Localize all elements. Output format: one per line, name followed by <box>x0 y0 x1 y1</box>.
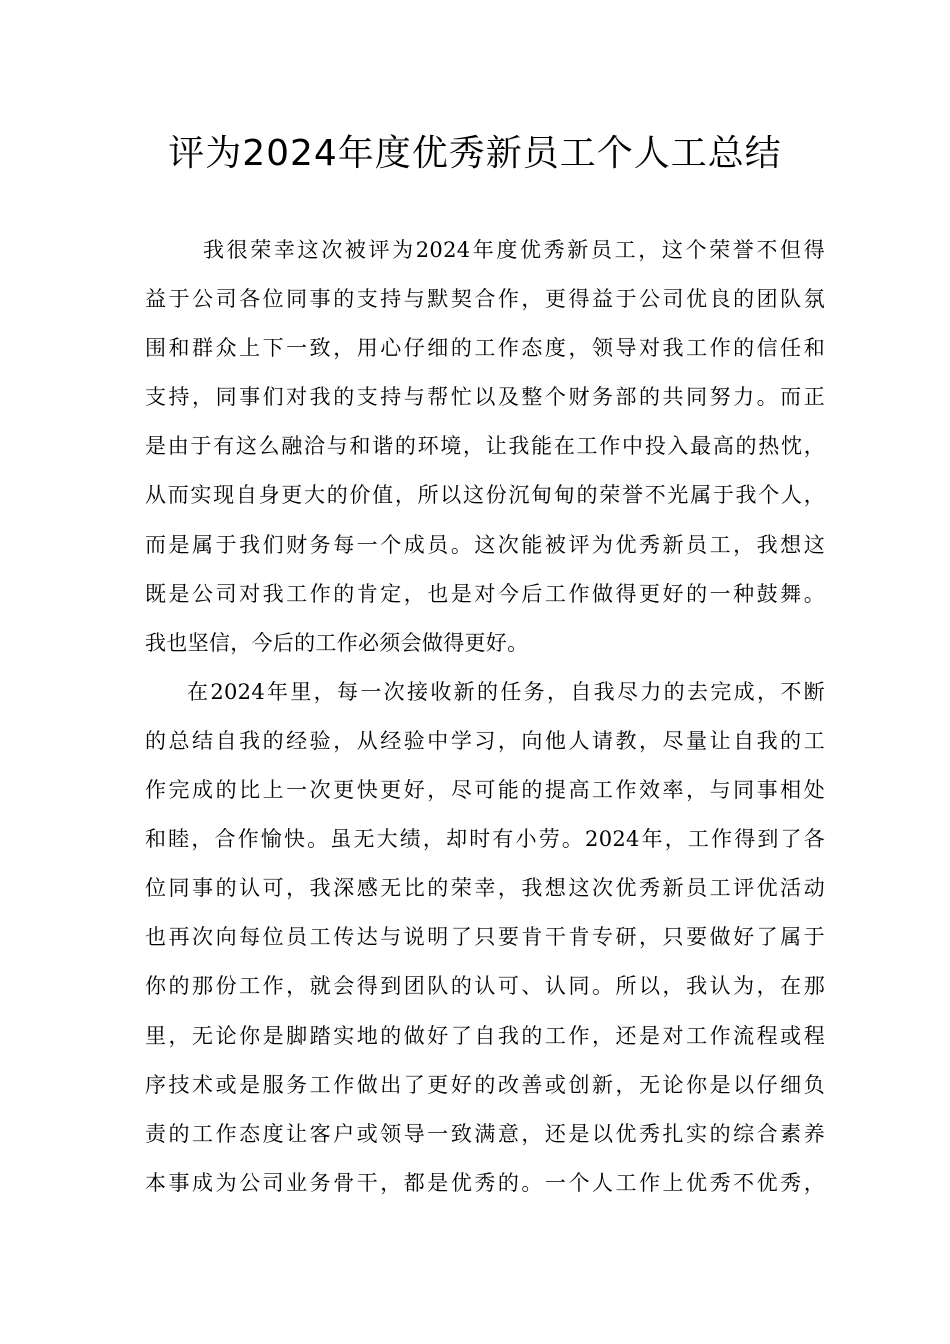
paragraph-line: 和睦，合作愉快。虽无大绩，却时有小劳。2024年，工作得到了各 <box>145 827 825 852</box>
paragraph-line: 支持，同事们对我的支持与帮忙以及整个财务部的共同努力。而正 <box>145 385 825 410</box>
paragraph-line: 益于公司各位同事的支持与默契合作，更得益于公司优良的团队氛 <box>145 287 825 312</box>
paragraph-1 <box>145 226 825 668</box>
paragraph-line: 本事成为公司业务骨干，都是优秀的。一个人工作上优秀不优秀， <box>145 1170 825 1195</box>
paragraph-line: 的总结自我的经验，从经验中学习，向他人请教，尽量让自我的工 <box>145 728 825 753</box>
paragraph-line: 从而实现自身更大的价值，所以这份沉甸甸的荣誉不光属于我个人， <box>145 483 825 508</box>
paragraph-line: 是由于有这么融洽与和谐的环境，让我能在工作中投入最高的热忱， <box>145 434 825 459</box>
paragraph-2 <box>145 668 825 1208</box>
paragraph-line: 你的那份工作，就会得到团队的认可、认同。所以，我认为，在那 <box>145 974 825 999</box>
paragraph-line: 既是公司对我工作的肯定，也是对今后工作做得更好的一种鼓舞。 <box>145 581 825 606</box>
paragraph-line: 我也坚信，今后的工作必须会做得更好。 <box>145 630 529 655</box>
paragraph-line: 位同事的认可，我深感无比的荣幸，我想这次优秀新员工评优活动 <box>145 876 825 901</box>
paragraph-line: 作完成的比上一次更快更好，尽可能的提高工作效率，与同事相处 <box>145 778 825 803</box>
paragraph-line: 也再次向每位员工传达与说明了只要肯干肯专研，只要做好了属于 <box>145 925 825 950</box>
paragraph-line: 围和群众上下一致，用心仔细的工作态度，领导对我工作的信任和 <box>145 336 825 361</box>
paragraph-line: 我很荣幸这次被评为2024年度优秀新员工，这个荣誉不但得 <box>203 238 825 262</box>
document-title: 评为2024年度优秀新员工个人工总结 <box>168 133 782 174</box>
paragraph-line: 而是属于我们财务每一个成员。这次能被评为优秀新员工，我想这 <box>145 532 825 557</box>
paragraph-line: 序技术或是服务工作做出了更好的改善或创新，无论你是以仔细负 <box>145 1072 825 1097</box>
paragraph-line: 在2024年里，每一次接收新的任务，自我尽力的去完成，不断 <box>187 679 825 704</box>
document-body <box>145 226 825 1208</box>
paragraph-line: 责的工作态度让客户或领导一致满意，还是以优秀扎实的综合素养 <box>145 1121 825 1146</box>
paragraph-line: 里，无论你是脚踏实地的做好了自我的工作，还是对工作流程或程 <box>145 1023 825 1048</box>
